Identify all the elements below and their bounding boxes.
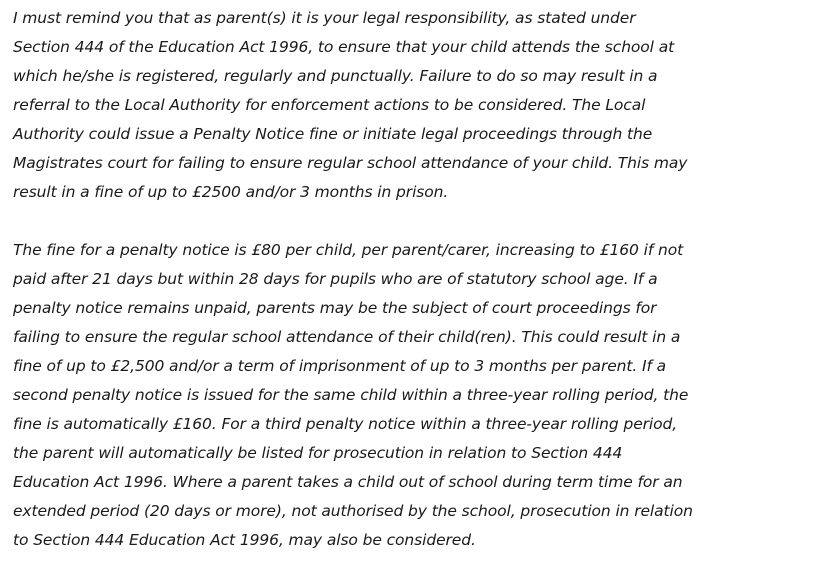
- text-line: I must remind you that as parent(s) it is your legal responsibility, as stated under: [13, 9, 636, 27]
- text-line: referral to the Local Authority for enforcement actions to be considered. The Local: [13, 96, 646, 114]
- document-body: [13, 4, 813, 555]
- text-line: the parent will automatically be listed for prosecution in relation to Section 444: [13, 444, 623, 462]
- paragraph-legal-responsibility: [13, 4, 813, 207]
- text-line: Magistrates court for failing to ensure regular school attendance of your child. This may: [13, 154, 688, 172]
- text-line: which he/she is registered, regularly and punctually. Failure to do so may result in a: [13, 67, 658, 85]
- text-line: fine is automatically £160. For a third penalty notice within a three-year rolling period,: [13, 415, 678, 433]
- text-line: paid after 21 days but within 28 days for pupils who are of statutory school age. If a: [13, 270, 658, 288]
- text-line: Authority could issue a Penalty Notice fine or initiate legal proceedings through the: [13, 125, 653, 143]
- text-line: extended period (20 days or more), not authorised by the school, prosecution in relation: [13, 502, 693, 520]
- text-line: Education Act 1996. Where a parent takes a child out of school during term time for an: [13, 473, 683, 491]
- text-line: result in a fine of up to £2500 and/or 3 months in prison.: [13, 183, 449, 201]
- paragraph-penalty-notice: [13, 236, 813, 555]
- text-line: second penalty notice is issued for the same child within a three-year rolling period, the: [13, 386, 689, 404]
- text-line: penalty notice remains unpaid, parents may be the subject of court proceedings for: [13, 299, 657, 317]
- text-line: Section 444 of the Education Act 1996, to ensure that your child attends the school at: [13, 38, 675, 56]
- text-line: fine of up to £2,500 and/or a term of imprisonment of up to 3 months per parent. If a: [13, 357, 667, 375]
- text-line: The fine for a penalty notice is £80 per child, per parent/carer, increasing to £160 if not: [13, 241, 684, 259]
- text-line: failing to ensure the regular school attendance of their child(ren). This could result in a: [13, 328, 681, 346]
- text-line: to Section 444 Education Act 1996, may also be considered.: [13, 531, 476, 549]
